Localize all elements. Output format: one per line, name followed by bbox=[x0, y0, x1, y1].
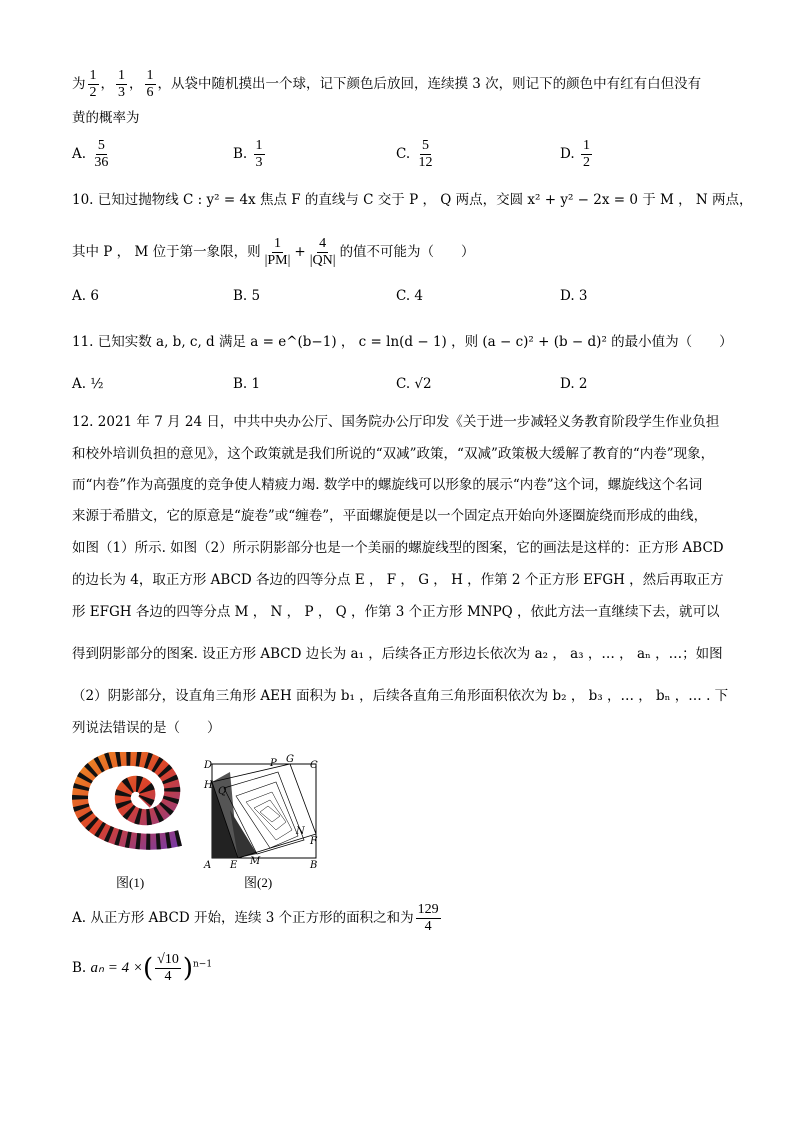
q10-option-b: B. 5 bbox=[233, 288, 261, 304]
q11-option-c: C. √2 bbox=[396, 376, 432, 392]
q10-line1: 10. 已知过抛物线 C : y² = 4x 焦点 F 的直线与 C 交于 P ， Q 两点，交圆 x² + y² − 2x = 0 于 M ， N 两点， bbox=[72, 192, 753, 208]
q12-line-4: 来源于希腊文，它的原意是“旋卷”或“缠卷”，平面螺旋便是以一个固定点开始向外逐圈旋绕而形成的曲线， bbox=[72, 508, 708, 524]
q9-frac-2: $\frac{1}{3}$ bbox=[118, 68, 125, 100]
q9-frac-1: $\frac{1}{2}$ bbox=[89, 68, 97, 100]
label-g: G bbox=[286, 754, 294, 765]
label-p: P bbox=[270, 758, 277, 769]
label-e: E bbox=[230, 860, 238, 871]
q9-option-c: C. $\frac{5}{12}$ bbox=[396, 138, 433, 170]
q12-line-2: 和校外培训负担的意见》，这个政策就是我们所说的“双减”政策，“双减”政策极大缓解了教育的“内卷”现象， bbox=[72, 446, 715, 462]
q12-line-5: 如图（1）所示. 如图（2）所示阴影部分也是一个美丽的螺旋线型的图案，它的画法是这样的：正方形 ABCD bbox=[72, 540, 724, 556]
q12-line-7: 形 EFGH 各边的四等分点 M ， N ， P ， Q ，作第 3 个正方形 MNPQ ，依此方法一直继续下去，就可以 bbox=[72, 604, 720, 620]
q10-line2: 其中 P ， M 位于第一象限，则 $\frac{1}{|PM|}$ + $\frac{4}{|QN|}$ 的值不可能为（ ） bbox=[72, 236, 475, 268]
label-h: H bbox=[204, 780, 213, 791]
q11-option-a: A. ½ bbox=[72, 376, 104, 392]
q9-frac-3: $\frac{1}{6}$ bbox=[146, 68, 154, 100]
label-c: C bbox=[310, 760, 318, 771]
q12-option-b: B. aₙ = 4 ×( $\frac{√10}{4}$ )$^{n-1}$ bbox=[72, 952, 213, 984]
label-a: A bbox=[204, 860, 212, 871]
label-d: D bbox=[204, 760, 213, 771]
figure-2-caption: 图(2) bbox=[244, 875, 273, 890]
q12-line-3: 而“内卷”作为高强度的竞争使人精疲力竭. 数学中的螺旋线可以形象的展示“内卷”这个词，螺旋线这个名词 bbox=[72, 477, 703, 493]
q9-line2: 黄的概率为 bbox=[72, 110, 140, 126]
q12-line-6: 的边长为 4，取正方形 ABCD 各边的四等分点 E ， F ， G ， H ，作第 2 个正方形 EFGH ，然后再取正方 bbox=[72, 572, 724, 588]
nested-squares-figure bbox=[200, 750, 330, 872]
q12-line-8: 得到阴影部分的图案. 设正方形 ABCD 边长为 a₁ ，后续各正方形边长依次为 a₂ ， a₃ ，… ， aₙ ，…；如图 bbox=[72, 646, 723, 662]
figure-1-caption: 图(1) bbox=[116, 875, 145, 890]
q9-option-a: A. $\frac{5}{36}$ bbox=[72, 138, 109, 170]
q9-line1: 为 $\frac{1}{2}$ ， $\frac{1}{3}$ ， $\frac{1}{6}$ ，从袋中随机摸出一个球，记下颜色后放回，连续摸 3 次，则记下的颜色中有红有白但没有 bbox=[72, 68, 702, 100]
q12-option-a: A. 从正方形 ABCD 开始，连续 3 个正方形的面积之和为 $\frac{129}{4}$ bbox=[72, 902, 439, 934]
q12-line-10: 列说法错误的是（ ） bbox=[72, 720, 221, 736]
q11-option-d: D. 2 bbox=[560, 376, 588, 392]
q11-option-b: B. 1 bbox=[233, 376, 261, 392]
label-m: M bbox=[250, 856, 261, 867]
q10-option-d: D. 3 bbox=[560, 288, 588, 304]
q9-text: ，从袋中随机摸出一个球，记下颜色后放回，连续摸 3 次，则记下的颜色中有红有白但没有 bbox=[157, 76, 702, 92]
label-q: Q bbox=[218, 786, 227, 797]
q10-frac-pm: $\frac{1}{|PM|}$ bbox=[264, 236, 291, 268]
q11-line1: 11. 已知实数 a, b, c, d 满足 a = e^(b−1) ， c = ln(d − 1) ，则 (a − c)² + (b − d)² 的最小值为（ ） bbox=[72, 334, 733, 350]
label-f: F bbox=[310, 836, 317, 847]
q10-option-a: A. 6 bbox=[72, 288, 99, 304]
q12-line-9: （2）阴影部分，设直角三角形 AEH 面积为 b₁ ，后续各直角三角形面积依次为 b₂ ， b₃ ，… ， bₙ ，… . 下 bbox=[72, 688, 729, 704]
label-b: B bbox=[310, 860, 318, 871]
label-n: N bbox=[296, 826, 305, 837]
q10-frac-qn: $\frac{4}{|QN|}$ bbox=[309, 236, 336, 268]
q12-line-1: 12. 2021 年 7 月 24 日，中共中央办公厅、国务院办公厅印发《关于进一步减轻义务教育阶段学生作业负担 bbox=[72, 414, 720, 430]
q9-prefix: 为 bbox=[72, 76, 86, 92]
q9-option-b: B. $\frac{1}{3}$ bbox=[233, 138, 263, 170]
spiral-figure bbox=[72, 752, 202, 852]
q10-option-c: C. 4 bbox=[396, 288, 424, 304]
q9-option-d: D. $\frac{1}{2}$ bbox=[560, 138, 590, 170]
